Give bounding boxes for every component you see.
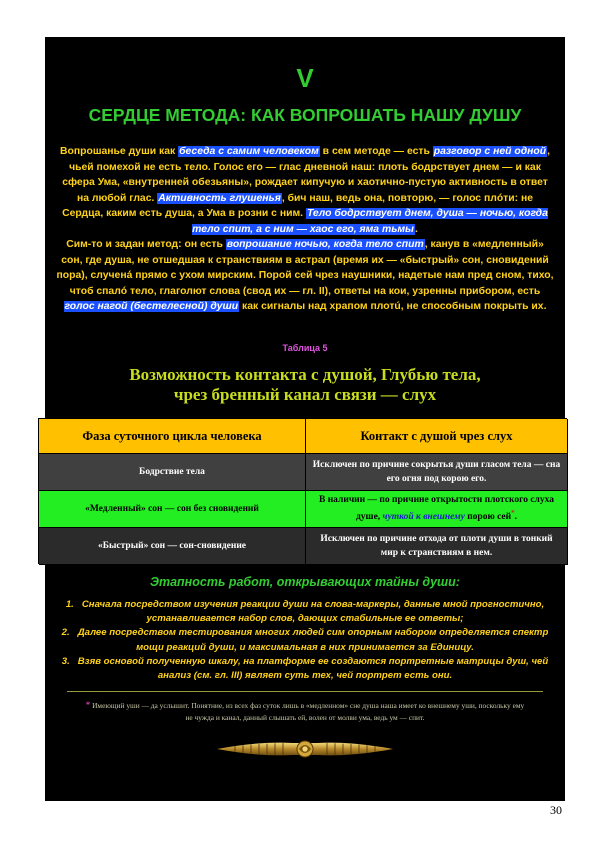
list-item-text: Сначала посредством изучения реакции души на слова-маркеры, данные мной прогностично, устанавливается набор слов, дающих стабильные ее ответы; xyxy=(81,599,545,625)
footnote xyxy=(85,699,525,724)
highlight-text: Тело бодрствует днем, душа — ночью, когда тело спит, а с ним — хаос его, яма тьмы xyxy=(192,208,548,235)
text-segment: Сим-то и задан метод: он есть xyxy=(66,239,226,250)
table-header-row xyxy=(39,419,568,454)
highlight-text: Активность глушенья xyxy=(158,192,281,204)
list-item xyxy=(51,655,559,683)
table-cell-phase: Бодрствие тела xyxy=(39,454,306,491)
table-title xyxy=(45,365,565,405)
table-header-cell: Фаза суточного цикла человека xyxy=(39,419,306,454)
text-segment: в сем методе — есть xyxy=(319,146,433,157)
chapter-number: V xyxy=(296,63,314,93)
list-item xyxy=(51,598,559,626)
list-item xyxy=(51,626,559,654)
list-item-number: 2. xyxy=(61,627,70,639)
footnote-mark: * xyxy=(85,700,91,710)
text-segment: , канув в «медленный» сон, где душа, не отшедшая к странствиям в астрал (время их — «быстрый» сон, сновидений пора), слученá прямо с ухом мирским. Порой сей чрез наушники, надетые нам пред сном, тихо, чтоб спалó тело, глаголют слова (свод их — гл. II), ответы на кои, узренны прибором, есть xyxy=(56,239,554,297)
table-title-line-1: Возможность контакта с душой, Глубью тела, xyxy=(129,365,481,384)
paragraph-1 xyxy=(55,144,555,237)
table-title-line-2: чрез бренный канал связи — слух xyxy=(173,385,437,404)
text-segment: В наличии — по причине открытости плотского слуха душе, xyxy=(319,494,554,523)
list-item-text: Далее посредством тестирования многих людей сим опорным набором определяется спектр мощи реакций души, и максимальная в них принимается за Единицу. xyxy=(77,627,549,653)
italic-text: чуткой к внешнему xyxy=(382,512,465,523)
table-cell-contact: Исключен по причине отхода от плоти души в тонкий мир к странствиям в нем. xyxy=(306,528,568,565)
list-item-number: 1. xyxy=(65,599,74,610)
text-segment: , бич наш, ведь она, повторю, — голос плóти: не Сердца, каким есть душа, а Ума в розни с ним. xyxy=(62,192,534,219)
text-segment: . xyxy=(514,512,517,523)
footnote-text: Имеющий уши — да услышит. Понятние, из всех фаз суток лишь в «медленном» сне душа наша имеет ко внешнему уши, поскольку ему не чужда и канал, данный слышать ей, волен от молви ума, ведь ум — спит. xyxy=(90,701,525,722)
paragraph-2 xyxy=(55,237,555,315)
divider xyxy=(67,691,543,692)
table-row xyxy=(39,491,568,528)
table-cell-contact xyxy=(306,491,568,528)
text-segment: как сигналы над храпом плотú, не способным покрыть их. xyxy=(239,301,547,312)
table-row xyxy=(39,454,568,491)
table-caption: Таблица 5 xyxy=(282,343,328,353)
footnote-ref[interactable]: * xyxy=(511,508,515,517)
table-cell-phase: «Быстрый» сон — сон-сновидение xyxy=(39,528,306,565)
table-cell-phase: «Медленный» сон — сон без сновидений xyxy=(39,491,306,528)
stages-list xyxy=(51,598,559,683)
text-segment: , чьей помехой не есть тело. Голос его — глас дневной наш: плоть бодрствует днем — и как сфера Ума, «внутренней обезьяны», рождает кипучую и хаотично-пустую активность в ответ на любой глас. xyxy=(62,146,550,204)
chapter-title: СЕРДЦЕ МЕТОДА: КАК ВОПРОШАТЬ НАШУ ДУШУ xyxy=(88,105,522,125)
text-segment: Вопрошанье души как xyxy=(60,146,179,157)
stages-title: Этапность работ, открывающих тайны души: xyxy=(150,575,460,589)
text-segment: порою сей xyxy=(464,512,512,523)
text-segment: . xyxy=(414,223,418,235)
ornament-icon xyxy=(215,737,395,761)
list-item-number: 3. xyxy=(61,655,70,667)
highlight-text: голос нагой (бестелесной) души xyxy=(64,301,239,312)
contact-table xyxy=(38,418,567,564)
highlight-text: разговор с ней одной xyxy=(433,146,547,157)
page-number: 30 xyxy=(550,803,562,817)
highlight-text: беседа с самим человеком xyxy=(179,146,319,157)
table-header-cell: Контакт с душой чрез слух xyxy=(306,419,568,454)
list-item-text: Взяв основой полученную шкалу, на платформе ее создаются портретные матрицы душ, чей анализ (см. гл. III) являет суть тех, чей портрет есть они. xyxy=(77,655,549,682)
table-cell-contact: Исключен по причине сокрытья души гласом тела — сна его огня под корою его. xyxy=(306,454,568,491)
table-row xyxy=(39,528,568,565)
highlight-text: вопрошание ночью, когда тело спит xyxy=(226,239,424,250)
